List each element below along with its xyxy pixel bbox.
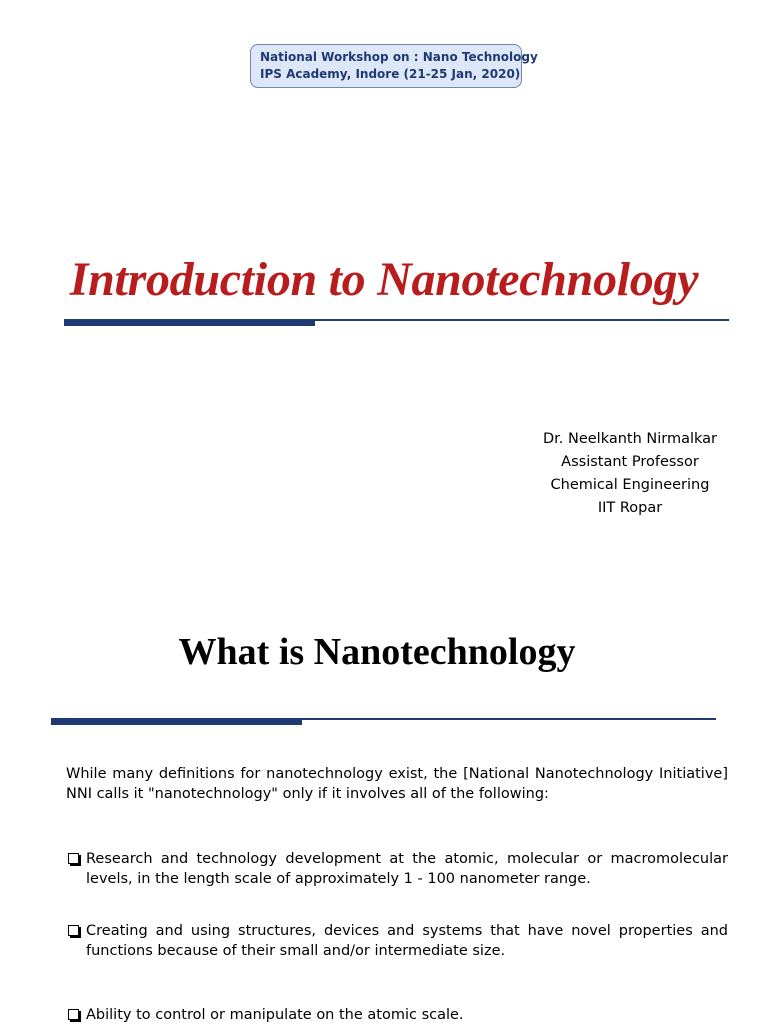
section-rule-thick <box>51 719 302 725</box>
bullet-item <box>66 921 728 961</box>
workshop-line-2: IPS Academy, Indore (21-25 Jan, 2020) <box>260 67 521 81</box>
title-rule-thick <box>64 320 315 326</box>
bullet-item <box>66 1005 728 1025</box>
bullet-text: Ability to control or manipulate on the atomic scale. <box>86 1007 464 1023</box>
author-position: Assistant Professor <box>561 454 699 470</box>
checkbox-bullet-icon <box>68 1009 79 1020</box>
content-slide <box>0 580 768 1024</box>
author-institute: IIT Ropar <box>597 500 663 516</box>
intro-paragraph: While many definitions for nanotechnology exist, the [National Nanotechnology Initiative] NNI calls it "nanotechnology" only if it involves all of the following: <box>66 766 728 802</box>
workshop-banner <box>250 44 538 88</box>
checkbox-bullet-icon <box>68 925 79 936</box>
author-name: Dr. Neelkanth Nirmalkar <box>542 431 718 447</box>
section-title: What is Nanotechnology <box>178 631 576 673</box>
checkbox-bullet-icon <box>68 853 79 864</box>
bullet-text: Research and technology development at the atomic, molecular or macromolecular levels, in the length scale of approximately 1 - 100 nanometer range. <box>86 851 728 887</box>
workshop-line-1: National Workshop on : Nano Technology <box>260 50 538 64</box>
author-department: Chemical Engineering <box>550 477 710 493</box>
bullet-text: Creating and using structures, devices and systems that have novel properties and functions because of their small and/or intermediate size. <box>86 923 728 959</box>
author-block <box>500 428 760 520</box>
slide-title: Introduction to Nanotechnology <box>69 253 699 306</box>
bullet-item <box>66 849 728 889</box>
